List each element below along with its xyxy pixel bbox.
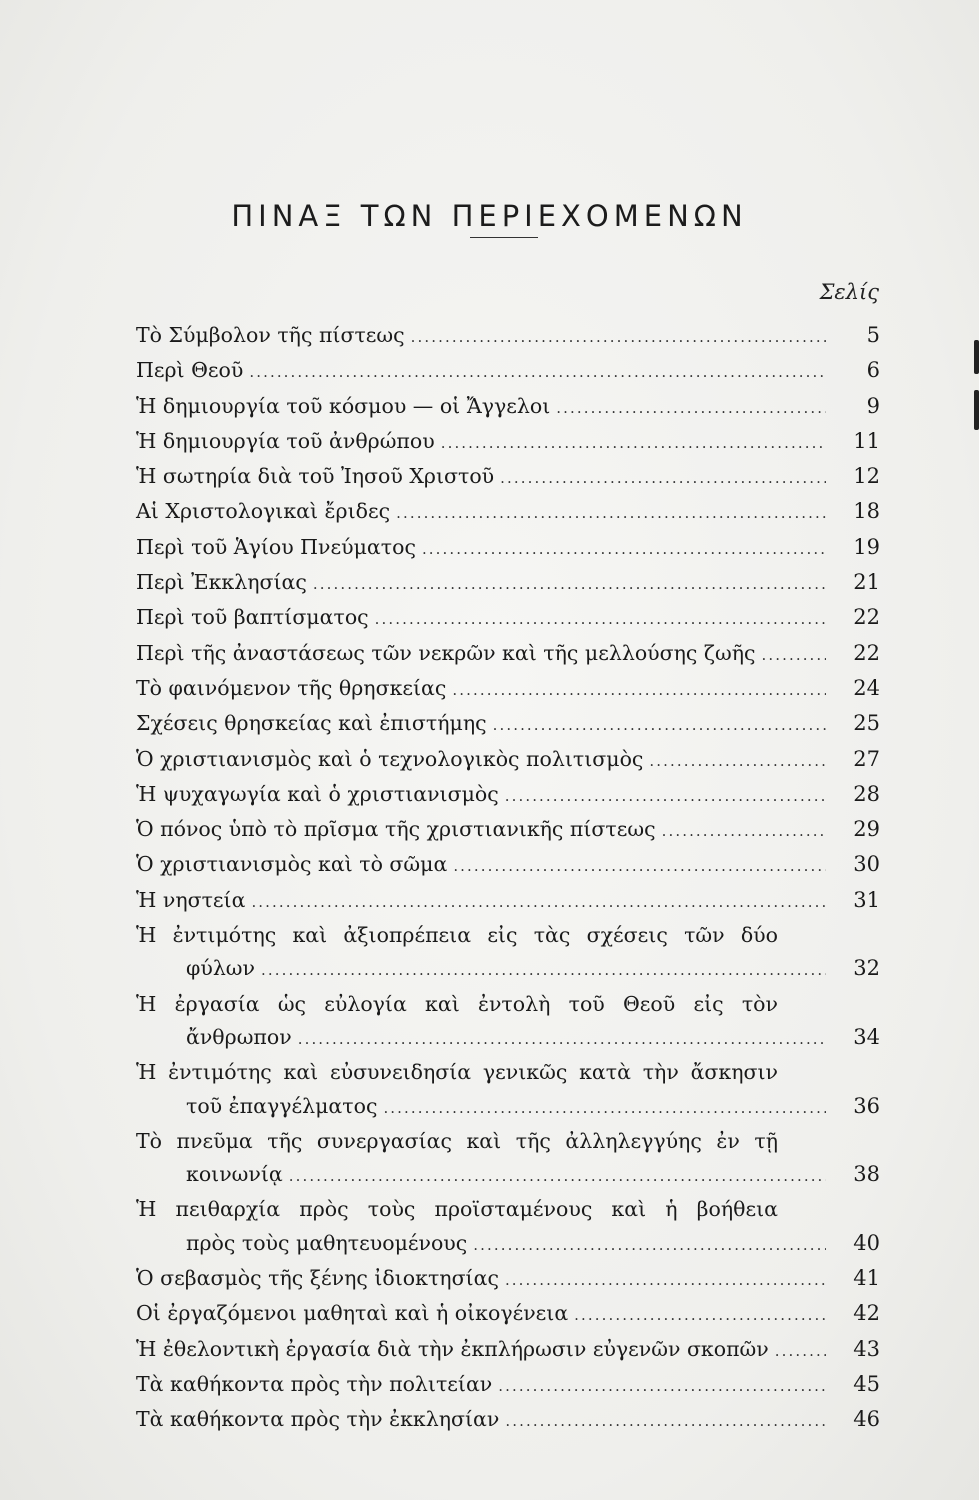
dot-leader [405,321,826,354]
toc-entry-title: Οἱ ἐργαζόμενοι μαθηταὶ καὶ ἡ οἰκογένεια [136,1301,569,1326]
toc-entry [136,707,880,742]
toc-entry-title: Τὸ φαινόμενον τῆς θρησκείας [136,675,447,700]
toc-entry [136,531,880,566]
toc-entry-title: φύλων [186,956,255,981]
toc-entry-page-number: 6 [866,358,880,383]
toc-entry-title: Περὶ Θεοῦ [136,358,244,383]
toc-entry-title: Περὶ Ἐκκλησίας [136,570,307,595]
toc-entry [136,460,880,495]
toc-entry [136,813,880,848]
toc-entry [136,1262,880,1297]
dot-leader [243,356,826,389]
toc-entry-title: Ὁ σεβασμὸς τῆς ξένης ἰδιοκτησίας [136,1266,499,1291]
toc-entry-page-number: 38 [853,1162,880,1187]
dot-leader [499,1405,826,1438]
toc-entry-page-number: 41 [853,1266,880,1291]
toc-entry-title: Ἡ ἐντιμότης καὶ εὐσυνειδησία γενικῶς κατὰ τὴν ἄσκησιν [136,1060,778,1085]
toc-entry [136,637,880,672]
toc-entry-page-number: 29 [853,817,880,842]
toc-entry [136,319,880,354]
toc-entry-title: κοινωνίᾳ [186,1162,283,1187]
dot-leader [494,462,826,495]
toc-entry-page-number: 32 [853,956,880,981]
toc-entry-title: Ἡ ἐντιμότης καὶ ἀξιοπρέπεια εἰς τὰς σχέσεις τῶν δύο [136,923,778,948]
toc-entry-page-number: 19 [853,534,880,559]
dot-leader [307,568,826,601]
toc-entry-title: Ἡ ἐργασία ὡς εὐλογία καὶ ἐντολὴ τοῦ Θεοῦ εἰς τὸν [136,991,778,1016]
toc-entry-page-number: 18 [853,499,880,524]
toc-entry-page-number: 42 [853,1301,880,1326]
toc-entry-title: Αἱ Χριστολογικαὶ ἔριδες [136,499,391,524]
toc-entry-page-number: 21 [853,570,880,595]
toc-entry [136,1297,880,1332]
toc-entry-page-number: 22 [853,605,880,630]
toc-entry-page-number: 5 [866,323,880,347]
toc-entry-title: Τὸ πνεῦμα τῆς συνεργασίας καὶ τῆς ἀλληλεγγύης ἐν τῇ [136,1128,778,1153]
toc-entry-page-number: 11 [853,428,880,453]
dot-leader [255,954,826,987]
dot-leader [499,1264,826,1297]
toc-entry [136,1125,880,1194]
toc-entry-page-number: 36 [853,1093,880,1118]
toc-entry-page-number: 30 [853,852,880,877]
toc-entry [136,1056,880,1125]
dot-leader [416,533,826,566]
title-divider [470,237,538,238]
toc-entry-title: Περὶ τοῦ βαπτίσματος [136,605,369,630]
toc-entry [136,1368,880,1403]
dot-leader [656,815,826,848]
toc-entry-title: Ἡ νηστεία [136,887,246,912]
table-of-contents [136,319,880,1439]
toc-entry [136,884,880,919]
toc-entry-page-number: 34 [853,1024,880,1049]
dot-leader [245,886,826,919]
toc-entry [136,743,880,778]
toc-entry [136,354,880,389]
toc-entry-title: Ἡ ἐθελοντικὴ ἐργασία διὰ τὴν ἐκπλήρωσιν εὐγενῶν σκοπῶν [136,1336,769,1361]
dot-leader [492,1370,826,1403]
dot-leader [487,709,826,742]
dot-leader [446,674,826,707]
toc-entry [136,672,880,707]
dot-leader [467,1229,826,1262]
toc-entry-title: πρὸς τοὺς μαθητευομένους [186,1230,468,1255]
toc-entry-page-number: 22 [853,640,880,665]
toc-entry-page-number: 25 [853,711,880,736]
toc-entry-page-number: 24 [853,675,880,700]
dot-leader [377,1092,826,1125]
toc-entry-title: Τὰ καθήκοντα πρὸς τὴν ἐκκλησίαν [136,1407,500,1432]
toc-entry-title: Ἡ σωτηρία διὰ τοῦ Ἰησοῦ Χριστοῦ [136,464,495,489]
dot-leader [369,603,826,636]
toc-entry [136,425,880,460]
toc-entry [136,1193,880,1262]
toc-entry-page-number: 9 [866,393,880,418]
toc-entry-title: Τὸ Σύμβολον τῆς πίστεως [136,323,405,347]
toc-entry-title: Ἡ δημιουργία τοῦ ἀνθρώπου [136,428,435,453]
toc-entry [136,1403,880,1438]
toc-entry-title: Ὁ χριστιανισμὸς καὶ ὁ τεχνολογικὸς πολιτισμὸς [136,746,644,771]
toc-entry [136,495,880,530]
toc-entry-title: Ὁ πόνος ὑπὸ τὸ πρῖσμα τῆς χριστιανικῆς πίστεως [136,817,656,842]
toc-entry-title: Περὶ τοῦ Ἁγίου Πνεύματος [136,534,416,559]
toc-entry [136,1333,880,1368]
dot-leader [568,1299,826,1332]
dot-leader [447,850,826,883]
toc-entry-page-number: 27 [853,746,880,771]
dot-leader [499,780,826,813]
toc-entry-title: Ἡ ψυχαγωγία καὶ ὁ χριστιανισμὸς [136,781,499,806]
toc-entry-page-number: 46 [853,1407,880,1432]
dot-leader [755,639,826,672]
dot-leader [643,745,826,778]
toc-entry [136,919,880,988]
toc-entry-page-number: 43 [853,1336,880,1361]
toc-entry-page-number: 12 [853,464,880,489]
page-edge-marks [973,330,979,450]
toc-entry-title: τοῦ ἐπαγγέλματος [186,1093,378,1118]
page-column-header: Σελίς [819,280,879,304]
toc-entry [136,601,880,636]
dot-leader [550,392,826,425]
dot-leader [292,1023,826,1056]
toc-entry [136,566,880,601]
dot-leader [283,1160,826,1193]
toc-entry [136,988,880,1057]
toc-entry-title: ἄνθρωπον [186,1024,292,1049]
dot-leader [390,497,826,530]
toc-entry [136,778,880,813]
dot-leader [769,1335,826,1368]
toc-entry [136,390,880,425]
toc-entry-title: Ἡ πειθαρχία πρὸς τοὺς προϊσταμένους καὶ ἡ βοήθεια [136,1197,778,1222]
toc-entry-page-number: 31 [853,887,880,912]
toc-entry-title: Σχέσεις θρησκείας καὶ ἐπιστήμης [136,711,487,736]
toc-entry-title: Τὰ καθήκοντα πρὸς τὴν πολιτείαν [136,1371,493,1396]
toc-entry-title: Περὶ τῆς ἀναστάσεως τῶν νεκρῶν καὶ τῆς μελλούσης ζωῆς [136,640,756,665]
dot-leader [435,427,826,460]
toc-entry-page-number: 45 [853,1371,880,1396]
toc-entry-page-number: 40 [853,1230,880,1255]
toc-entry-page-number: 28 [853,781,880,806]
toc-entry-title: Ὁ χριστιανισμὸς καὶ τὸ σῶμα [136,852,448,877]
toc-entry [136,848,880,883]
page-title: ΠΙΝΑΞ ΤΩΝ ΠΕΡΙΕΧΟΜΕΝΩΝ [231,199,748,234]
toc-entry-title: Ἡ δημιουργία τοῦ κόσμου — οἱ Ἄγγελοι [136,393,551,418]
